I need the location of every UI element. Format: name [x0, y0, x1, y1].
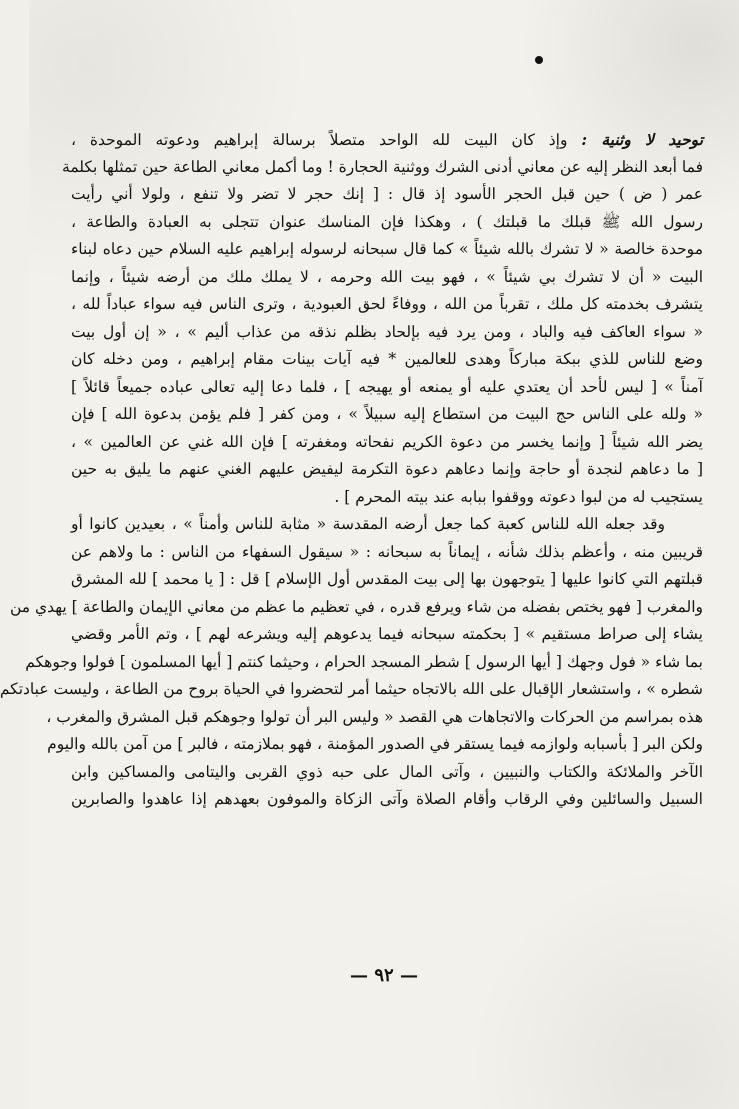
text-line: توحيد لا وثنية : وإذ كان البيت لله الواحد متصلاً برسالة إبراهيم ودعوته الموحدة ، [71, 130, 704, 149]
text-line: بما شاء « فول وجهك [ أيها الرسول ] شطر المسجد الحرام ، وحيثما كنتم [ أيها المسلمون ] فولوا وجوهكم [25, 652, 703, 671]
body-text [0, 126, 704, 814]
paragraph-start-line: وقد جعله الله للناس كعبة كما جعل أرضه المقدسة « مثابة للناس وأمناً » ، بعيدين كانوا أو [71, 515, 665, 533]
text-line: فما أبعد النظر إليه عن معاني أدنى الشرك ووثنية الحجارة ! وما أكمل معاني الطاعة حين تمثلها بكلمة [62, 157, 703, 176]
page-number: — ٩٢ — [350, 965, 418, 986]
text-line: رسول الله ﷺ قبلك ما قبلتك ) ، وهكذا فإن المناسك عنوان تتجلى به العبادة والطاعة ، [71, 212, 703, 231]
ink-speck [535, 56, 543, 64]
text-line: « سواء العاكف فيه والباد ، ومن يرد فيه بإلحاد بظلم نذقه من عذاب أليم » ، « إن أول بيت [71, 322, 703, 341]
text-line: يضر الله شيئاً [ وإنما يخسر من دعوة الكريم نفحاته ومغفرته ] فإن الله غني عن العالمين » ، [71, 432, 703, 451]
text-line: يتشرف بخدمته كل ملك ، تقرباً من الله ، ووفاءً لحق العبودية ، وترى الناس فيه سواء عباداً لله ، [71, 295, 703, 313]
text-line: [ ما دعاهم لنجدة أو حاجة وإنما دعاهم دعوة التكرمة ليفيض عليهم الغني عنهم ما يليق به حين [71, 460, 703, 478]
text-line: والمغرب [ فهو يختص بفضله من شاء ويرفع قدره ، في تعظيم ما عظم من معاني الإيمان والطاعة ] يهدي من [9, 597, 703, 616]
text-line: قبلتهم التي كانوا عليها [ يتوجهون بها إلى بيت المقدس أول الإسلام ] قل : [ يا محمد ] لله المشرق [71, 570, 703, 588]
text-line: السبيل والسائلين وفي الرقاب وأقام الصلاة وآتى الزكاة والموفون بعهدهم إذا عاهدوا والصابرين [71, 790, 703, 808]
text-line: هذه بمراسم من الحركات والاتجاهات هي القصد « وليس البر أن تولوا وجوهكم قبل المشرق والمغرب ، [46, 707, 703, 726]
text-line: يشاء إلى صراط مستقيم » [ بحكمته سبحانه فيما يدعوهم إليه ويشرعه لهم ] ، وتم الأمر وقضي [71, 625, 703, 643]
text-line: البيت « أن لا تشرك بي شيئاً » ، فهو بيت الله وحرمه ، لا يملك ملك من أرضه شيئاً ، وإنما [71, 267, 703, 286]
text-line: الآخر والملائكة والكتاب والنبيين ، وآتى المال على حبه ذوي القربى واليتامى والمساكين وابن [71, 762, 703, 781]
text-line: قريبين منه ، وأعظم بذلك شأنه ، إيماناً به سبحانه : « سيقول السفهاء من الناس : ما ولاهم عن [71, 542, 703, 561]
section-heading: توحيد لا وثنية : [581, 130, 704, 149]
text-line: ولكن البر [ بأسبابه ولوازمه فيما يستقر في الصدور المؤمنة ، فهو بملازمته ، فالبر ] من آمن بالله واليوم [47, 735, 703, 753]
text-line: وضع للناس للذي ببكة مباركاً وهدى للعالمين * فيه آيات بينات مقام إبراهيم ، ومن دخله كان [71, 350, 703, 368]
text-line: عمر ( ض ) حين قبل الحجر الأسود إذ قال : [ إنك حجر لا تضر ولا تنفع ، ولولا أني رأيت [71, 185, 703, 203]
text-line: « ولله على الناس حج البيت من استطاع إليه سبيلاً » ، ومن كفر [ فلم يؤمن بدعوة الله ] فإن [71, 405, 703, 423]
text-line: آمناً » [ ليس لأحد أن يعتدي عليه أو يمنعه أو يهيجه ] ، فلما دعا إليه تعالى عباده جميعاً قائلاً ] [71, 377, 703, 396]
text-line: يستجيب له من لبوا دعوته ووقفوا ببابه عند بيته المحرم ] . [334, 487, 703, 506]
text-line: شطره » ، واستشعار الإقبال على الله بالاتجاه حيثما أمر لتحضروا في الحياة بروح من الطاعة ، وليست عبادتكم [0, 680, 703, 698]
text-line: موحدة خالصة « لا تشرك بالله شيئاً » كما قال سبحانه لرسوله إبراهيم عليه السلام حين دعاه لبناء [71, 240, 703, 258]
